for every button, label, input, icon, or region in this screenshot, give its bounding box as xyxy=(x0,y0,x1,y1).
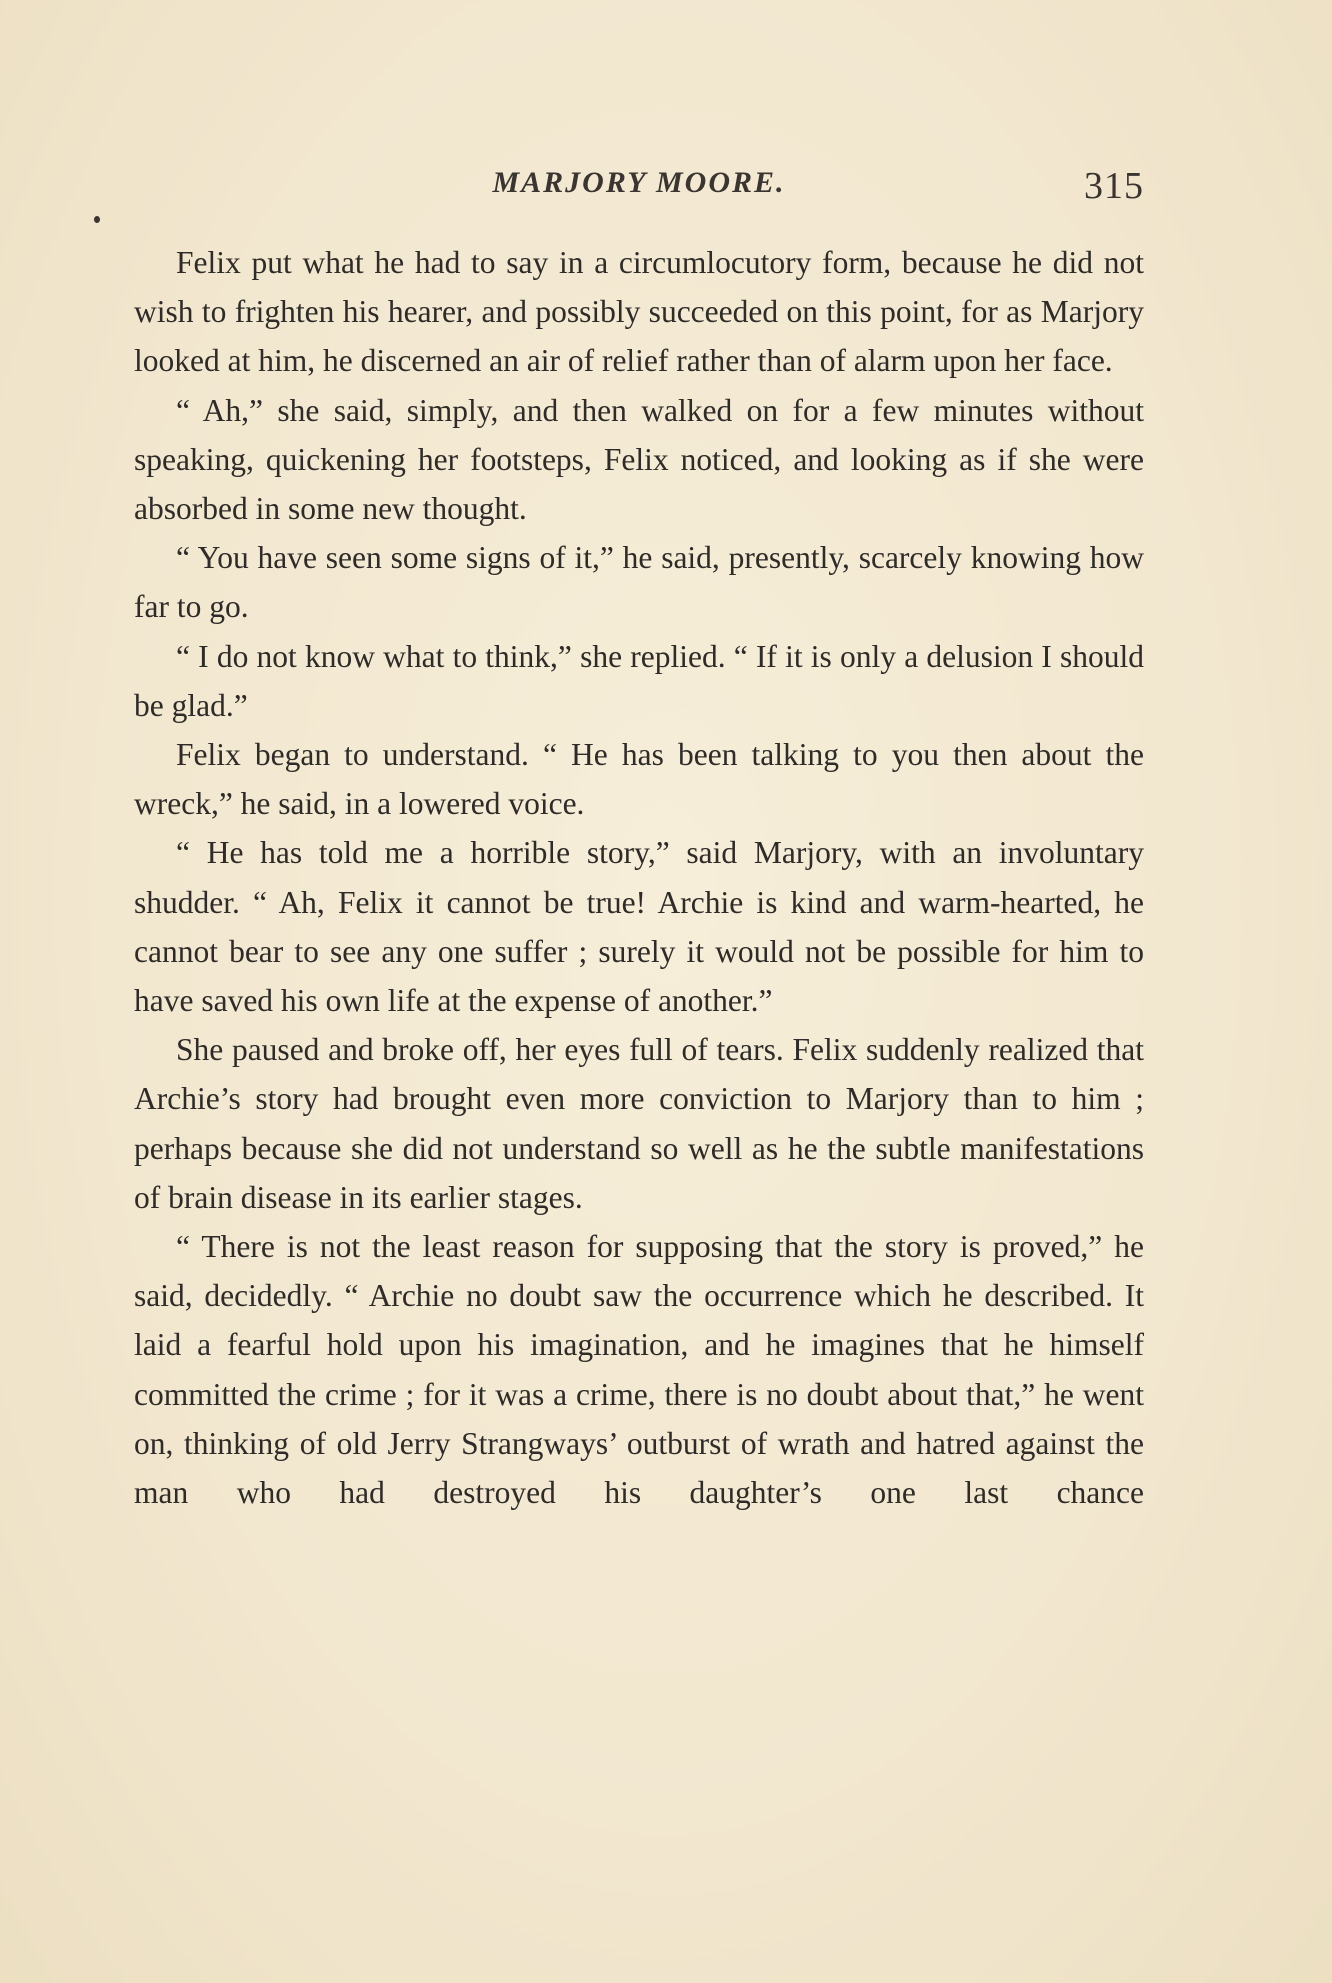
paragraph: “ I do not know what to think,” she replied. “ If it is only a delusion I should be glad.” xyxy=(134,638,1144,723)
body-text xyxy=(134,238,1144,1517)
paragraph: “ Ah,” she said, simply, and then walked on for a few minutes without speaking, quickening her footsteps, Felix noticed, and looking as if she were absorbed in some new thought. xyxy=(134,392,1144,527)
paragraph: She paused and broke off, her eyes full of tears. Felix suddenly realized that Archie’s story had brought even more conviction to Marjory than to him ; perhaps because she did not understand so well as he the subtle manifestations of brain disease in its earlier stages. xyxy=(134,1032,1144,1215)
ink-speck xyxy=(94,216,100,223)
paragraph: Felix began to understand. “ He has been talking to you then about the wreck,” he said, in a lowered voice. xyxy=(134,737,1144,822)
paragraph: “ There is not the least reason for supposing that the story is proved,” he said, decidedly. “ Archie no doubt saw the occurrence which he described. It laid a fearful hold upon his imagination, and he imagines that he himself committed the crime ; for it was a crime, there is no doubt about that,” he went on, thinking of old Jerry Strangways’ outburst of wrath and hatred against the man who had destroyed his daughter’s one last chance xyxy=(134,1229,1144,1511)
paragraph: “ He has told me a horrible story,” said Marjory, with an involuntary shudder. “ Ah, Felix it cannot be true! Archie is kind and warm-hearted, he cannot bear to see any one suffer ; surely it would not be possible for him to have saved his own life at the expense of another.” xyxy=(134,835,1144,1019)
paragraph: “ You have seen some signs of it,” he said, presently, scarcely knowing how far to go. xyxy=(134,540,1144,625)
paragraph: Felix put what he had to say in a circumlocutory form, because he did not wish to frighten his hearer, and possibly succeeded on this point, for as Marjory looked at him, he discerned an air of relief rather than of alarm upon her face. xyxy=(134,245,1144,379)
page-number: 315 xyxy=(1084,165,1144,207)
running-title: MARJORY MOORE. xyxy=(492,166,786,199)
running-head xyxy=(134,160,1144,220)
